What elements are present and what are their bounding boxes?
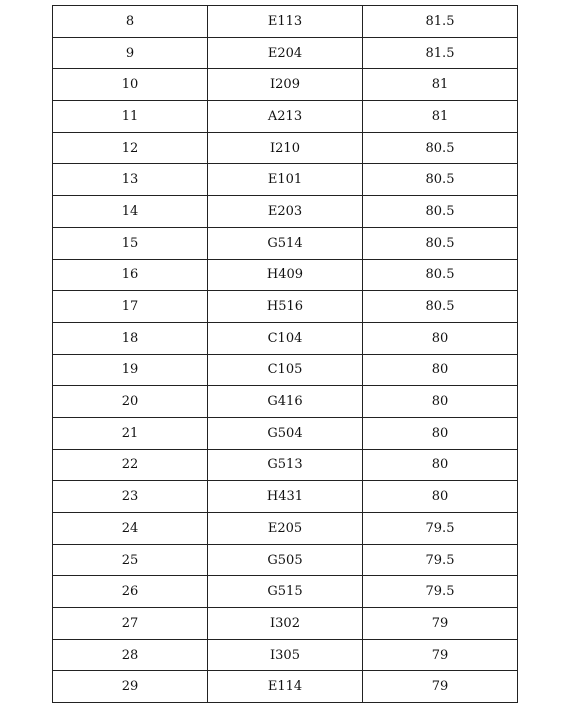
score-cell: 80: [363, 481, 518, 513]
id-cell: A213: [208, 101, 363, 133]
score-cell: 79.5: [363, 576, 518, 608]
table-row: [53, 69, 518, 101]
id-cell: G505: [208, 544, 363, 576]
rank-cell: 22: [53, 449, 208, 481]
id-cell: G416: [208, 386, 363, 418]
score-cell: 80.5: [363, 132, 518, 164]
rank-cell: 21: [53, 417, 208, 449]
table-row: [53, 196, 518, 228]
rank-cell: 10: [53, 69, 208, 101]
id-cell: C104: [208, 322, 363, 354]
table-row: [53, 101, 518, 133]
score-cell: 79.5: [363, 544, 518, 576]
rank-cell: 11: [53, 101, 208, 133]
id-cell: E203: [208, 196, 363, 228]
table-row: [53, 671, 518, 703]
score-cell: 80.5: [363, 227, 518, 259]
id-cell: E204: [208, 37, 363, 69]
rank-cell: 25: [53, 544, 208, 576]
rank-cell: 16: [53, 259, 208, 291]
id-cell: I209: [208, 69, 363, 101]
rank-cell: 29: [53, 671, 208, 703]
rank-cell: 9: [53, 37, 208, 69]
score-cell: 79: [363, 671, 518, 703]
id-cell: H409: [208, 259, 363, 291]
table-row: [53, 449, 518, 481]
score-cell: 81.5: [363, 6, 518, 38]
rank-cell: 24: [53, 513, 208, 545]
table-row: [53, 354, 518, 386]
score-cell: 80: [363, 386, 518, 418]
rank-cell: 28: [53, 639, 208, 671]
rank-cell: 8: [53, 6, 208, 38]
rank-cell: 19: [53, 354, 208, 386]
rank-cell: 23: [53, 481, 208, 513]
table-row: [53, 544, 518, 576]
rank-cell: 20: [53, 386, 208, 418]
id-cell: H516: [208, 291, 363, 323]
rank-cell: 27: [53, 608, 208, 640]
table-row: [53, 37, 518, 69]
table-row: [53, 227, 518, 259]
id-cell: E205: [208, 513, 363, 545]
id-cell: I302: [208, 608, 363, 640]
id-cell: I305: [208, 639, 363, 671]
id-cell: E113: [208, 6, 363, 38]
score-cell: 80.5: [363, 291, 518, 323]
id-cell: E101: [208, 164, 363, 196]
id-cell: E114: [208, 671, 363, 703]
table-row: [53, 639, 518, 671]
table-row: [53, 576, 518, 608]
table-row: [53, 259, 518, 291]
table-row: [53, 291, 518, 323]
table-row: [53, 608, 518, 640]
id-cell: G504: [208, 417, 363, 449]
rank-cell: 13: [53, 164, 208, 196]
score-table-body: [53, 6, 518, 703]
table-row: [53, 386, 518, 418]
table-row: [53, 164, 518, 196]
score-cell: 81: [363, 69, 518, 101]
rank-cell: 14: [53, 196, 208, 228]
score-cell: 80: [363, 417, 518, 449]
table-row: [53, 417, 518, 449]
score-table-container: [52, 5, 517, 703]
table-row: [53, 481, 518, 513]
id-cell: G513: [208, 449, 363, 481]
table-row: [53, 6, 518, 38]
score-cell: 80.5: [363, 164, 518, 196]
score-cell: 80.5: [363, 196, 518, 228]
rank-cell: 18: [53, 322, 208, 354]
score-cell: 81.5: [363, 37, 518, 69]
id-cell: G515: [208, 576, 363, 608]
score-cell: 79: [363, 639, 518, 671]
id-cell: G514: [208, 227, 363, 259]
table-row: [53, 322, 518, 354]
rank-cell: 15: [53, 227, 208, 259]
score-cell: 80: [363, 354, 518, 386]
score-cell: 79: [363, 608, 518, 640]
score-table: [52, 5, 518, 703]
rank-cell: 17: [53, 291, 208, 323]
score-cell: 80: [363, 322, 518, 354]
score-cell: 80: [363, 449, 518, 481]
score-cell: 80.5: [363, 259, 518, 291]
id-cell: H431: [208, 481, 363, 513]
score-cell: 79.5: [363, 513, 518, 545]
score-cell: 81: [363, 101, 518, 133]
rank-cell: 12: [53, 132, 208, 164]
id-cell: I210: [208, 132, 363, 164]
table-row: [53, 132, 518, 164]
rank-cell: 26: [53, 576, 208, 608]
table-row: [53, 513, 518, 545]
id-cell: C105: [208, 354, 363, 386]
